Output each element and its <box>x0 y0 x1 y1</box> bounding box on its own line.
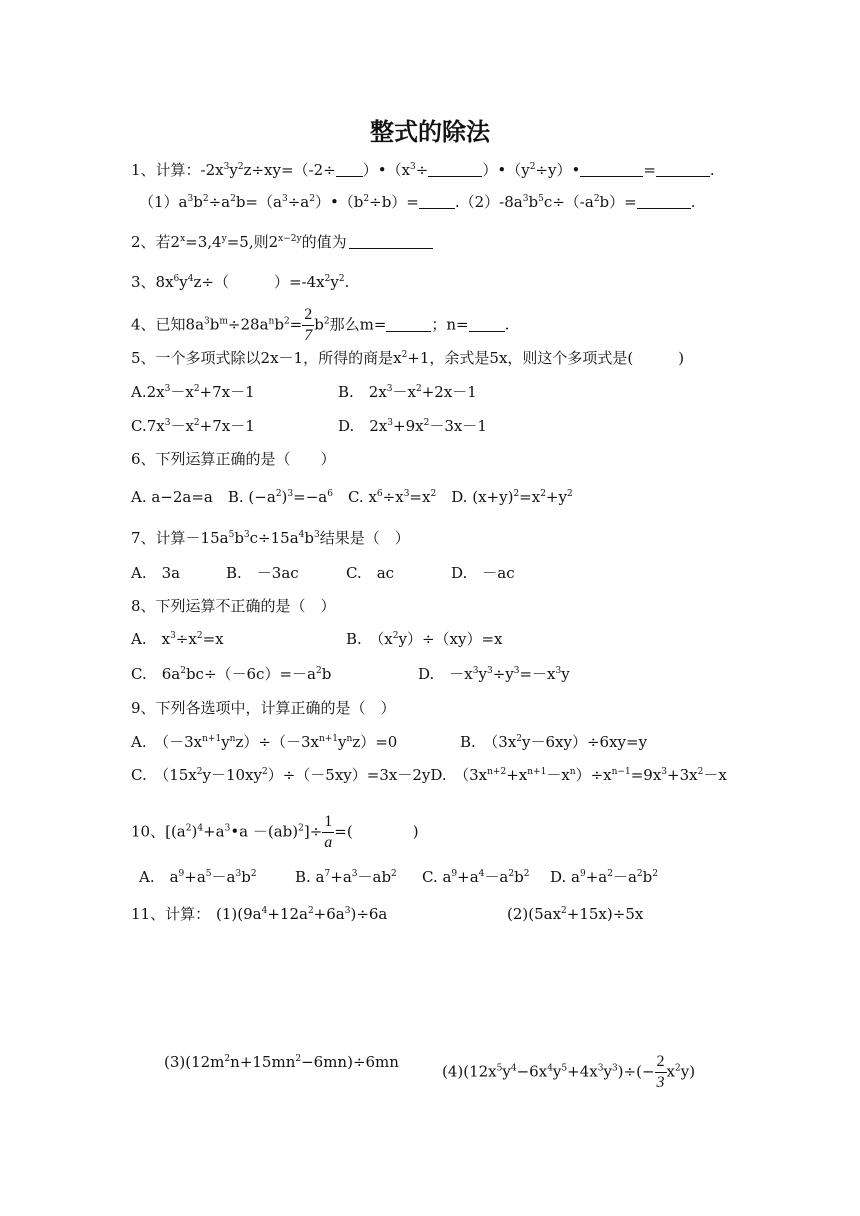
question-10-option-d: D. $a^9+a^2-a^2b^2$ <box>550 868 658 886</box>
question-8-option-d: D. $-x^3y^3\div y^3=-x^3y$ <box>418 665 570 683</box>
question-5-option-c: $C.7x^3-x^2+7x-1$ <box>131 417 255 435</box>
question-4: 4、已知$8a^3b^m\div 28a^nb^2=$ $\frac{2}{7}$ $b^2$那么m= ；n= . <box>131 306 510 344</box>
question-8-stem: 8、下列运算不正确的是（ ） <box>131 597 336 615</box>
question-10-option-b: B. $a^7+a^3-ab^2$ <box>295 868 397 886</box>
question-9-option-c-d: C. $(15x^2y-10xy^2)\div(-5xy)=3x-2yD$. $(3x^{n+2}+x^{n+1}-x^n)\div x^{n-1}=9x^3+3x^2-x$ <box>131 766 727 784</box>
question-8-option-b: B. $(x^2y)\div(xy)=x$ <box>346 630 503 648</box>
question-8-option-c: C. $6a^2bc\div(-6c)=-a^2b$ <box>131 665 332 683</box>
question-10-option-a: A. $a^9+a^5-a^3b^2$ <box>139 868 257 886</box>
page-title: 整式的除法 <box>370 118 490 146</box>
question-7-option-a: A. 3a <box>131 564 181 582</box>
question-7-option-d: D. －ac <box>451 564 515 582</box>
question-9-stem: 9、下列各选项中，计算正确的是（ ） <box>131 699 396 717</box>
question-11-part-4: $(4)(12x^5y^4-6x^4y^5+4x^3y^3)\div(-$ $\frac{2}{3}$ $x^2y$) <box>442 1053 696 1091</box>
question-11-part-2: $(2)(5ax^2+15x)\div 5x$ <box>507 905 644 923</box>
question-10-option-c: C. $a^9+a^4-a^2b^2$ <box>422 868 530 886</box>
question-7-option-b: B. －3ac <box>226 564 299 582</box>
question-5-option-a: $A.2x^3-x^2+7x-1$ <box>131 383 255 401</box>
question-1-line-1: 1、计算：$-2x^3y^2z\div xy=(-2\div$ ）$•(x^3\div$ ）$•(y^2\div y)•$ = . <box>131 161 715 179</box>
question-5-option-b: B. $2x^3-x^2+2x-1$ <box>338 383 477 401</box>
question-11-part-3: $(3)(12m^2n+15mn^2-6mn)\div 6mn$ <box>164 1053 399 1071</box>
question-5-option-d: D. $2x^3+9x^2-3x-1$ <box>338 417 487 435</box>
question-6-stem: 6、下列运算正确的是（ ） <box>131 450 336 468</box>
question-11-part-1: $(1)(9a^4+12a^2+6a^3)\div 6a$ <box>216 905 388 923</box>
question-3: 3、$8x^6y^4z\div$（ ）$=-4x^2y^2$. <box>131 273 350 291</box>
question-5-stem: 5、一个多项式除以2x－1，所得的商是$x^2+1$，余式是5x，则这个多项式是( ) <box>131 349 685 367</box>
question-8-option-a: A. $x^3\div x^2=x$ <box>131 630 224 648</box>
question-1-line-2: $(1)a^3b^2\div a^2b=(a^3\div a^2)•(b^2\div b)= .(2)-8a^3b^5c\div(-a^2b)=$ . <box>139 193 696 211</box>
question-10-stem: 10、$[(a^2)^4+a^3•a -(ab)^2]\div$ $\frac{1}{a}$ =( ) <box>131 813 419 851</box>
question-6-options: A. a−2a=a B. $(-a^2)^3=-a^6$ C. $x^6\div x^3=x^2$ D. $(x+y)^2=x^2+y^2$ <box>131 488 573 506</box>
answer-blank <box>349 234 433 249</box>
question-2: 2、若$2^x=3,4^y=5$,则$2^{x-2y}$的值为 <box>131 232 433 252</box>
question-9-option-a: A. $(-3x^{n+1}y^nz)\div(-3x^{n+1}y^nz)=0$ <box>131 733 398 751</box>
question-7-stem: 7、计算$-15a^5b^3c\div 15a^4b^3$结果是（ ） <box>131 529 410 547</box>
question-7-option-c: C. ac <box>346 564 395 582</box>
question-9-option-b: B. $(3x^2y-6xy)\div 6xy=y$ <box>460 733 648 751</box>
question-11-stem: 11、计算： <box>131 905 211 923</box>
